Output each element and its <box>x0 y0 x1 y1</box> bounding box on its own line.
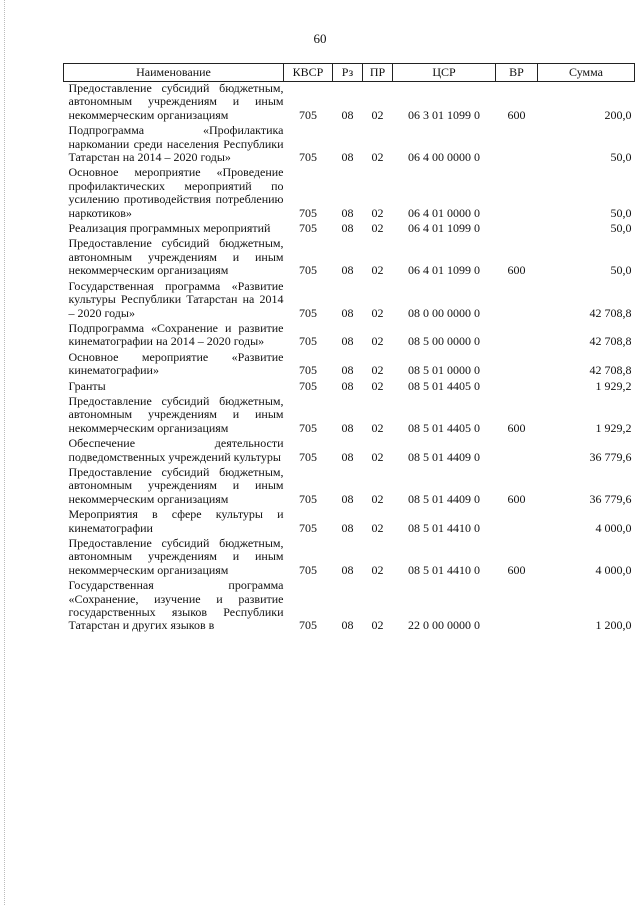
row-rz: 08 <box>341 107 354 122</box>
row-rz: 08 <box>341 150 354 165</box>
header-sum: Сумма <box>538 64 635 82</box>
row-name: Государственная программа «Сохранение, изучение и развитие государственных языков Республики Татарстан и других языков в <box>68 578 284 633</box>
row-pr: 02 <box>371 562 384 577</box>
row-pr: 02 <box>371 520 384 535</box>
row-csr: 08 5 01 4409 0 <box>408 449 480 464</box>
row-kvsr: 705 <box>299 520 317 535</box>
row-vr <box>496 437 538 466</box>
row-pr: 02 <box>371 420 384 435</box>
header-rz: Рз <box>333 64 363 82</box>
table-row <box>64 280 635 322</box>
row-rz: 08 <box>341 363 354 378</box>
header-vr: ВР <box>496 64 538 82</box>
row-kvsr: 705 <box>299 263 317 278</box>
row-csr: 08 5 01 4405 0 <box>408 420 480 435</box>
row-rz: 08 <box>341 449 354 464</box>
row-vr: 600 <box>507 491 526 506</box>
row-pr: 02 <box>371 263 384 278</box>
row-name: Предоставление субсидий бюджетным, автономным учреждениям и иным некоммерческим организациям <box>68 236 284 278</box>
table-row <box>64 237 635 279</box>
row-sum: 42 708,8 <box>589 363 632 378</box>
row-name: Государственная программа «Развитие культуры Республики Татарстан на 2014 – 2020 годы» <box>68 278 284 320</box>
row-name: Подпрограмма «Профилактика наркомании среди населения Республики Татарстан на 2014 – 2020 годы» <box>68 123 284 165</box>
row-name: Предоставление субсидий бюджетным, автономным учреждениям и иным некоммерческим организациям <box>68 536 284 577</box>
row-csr: 08 5 01 4410 0 <box>408 520 480 535</box>
row-kvsr: 705 <box>299 491 317 506</box>
row-kvsr: 705 <box>299 150 317 165</box>
row-pr: 02 <box>371 449 384 464</box>
row-name: Мероприятия в сфере культуры и кинематографии <box>68 507 284 535</box>
row-sum: 50,0 <box>610 150 632 165</box>
row-pr: 02 <box>371 107 384 122</box>
row-kvsr: 705 <box>299 305 317 320</box>
row-csr: 08 5 01 0000 0 <box>408 363 480 378</box>
row-vr <box>496 351 538 380</box>
row-sum: 42 708,8 <box>589 305 632 320</box>
row-rz: 08 <box>341 305 354 320</box>
row-kvsr: 705 <box>299 420 317 435</box>
row-csr: 06 3 01 1099 0 <box>408 107 480 122</box>
row-name: Предоставление субсидий бюджетным, автономным учреждениям и иным некоммерческим организациям <box>68 464 284 506</box>
table-row <box>64 395 635 437</box>
row-rz: 08 <box>341 618 354 633</box>
row-sum: 50,0 <box>610 205 632 220</box>
row-csr: 06 4 01 1099 0 <box>408 221 480 236</box>
row-sum: 36 779,6 <box>589 449 632 464</box>
row-csr: 08 0 00 0000 0 <box>408 305 480 320</box>
row-sum: 4 000,0 <box>595 562 632 577</box>
page-number: 60 <box>313 31 327 46</box>
row-vr <box>496 280 538 322</box>
table-row <box>64 124 635 166</box>
row-csr: 06 4 01 1099 0 <box>408 263 480 278</box>
row-rz: 08 <box>341 205 354 220</box>
table-row <box>64 508 635 537</box>
header-name: Наименование <box>64 64 284 82</box>
row-csr: 08 5 00 0000 0 <box>408 334 480 349</box>
row-name: Основное мероприятие «Проведение профилактических мероприятий по усилению противодействия потреблению наркотиков» <box>68 165 284 220</box>
page-edge-line <box>4 0 5 905</box>
row-pr: 02 <box>371 378 384 393</box>
row-sum: 50,0 <box>610 221 632 236</box>
row-name: Реализация программных мероприятий <box>68 221 271 236</box>
header-kvsr: КВСР <box>284 64 333 82</box>
table-row <box>64 579 635 635</box>
row-pr: 02 <box>371 491 384 506</box>
table-row <box>64 322 635 351</box>
row-csr: 06 4 00 0000 0 <box>408 150 480 165</box>
header-csr: ЦСР <box>393 64 496 82</box>
row-rz: 08 <box>341 263 354 278</box>
row-pr: 02 <box>371 205 384 220</box>
row-csr: 08 5 01 4405 0 <box>408 378 480 393</box>
row-rz: 08 <box>341 491 354 506</box>
row-pr: 02 <box>371 618 384 633</box>
row-rz: 08 <box>341 520 354 535</box>
row-vr: 600 <box>507 107 526 122</box>
row-vr <box>496 166 538 222</box>
table-row <box>64 166 635 222</box>
row-vr: 600 <box>507 562 526 577</box>
row-sum: 1 929,2 <box>595 378 632 393</box>
row-vr <box>496 222 538 237</box>
table-row <box>64 82 635 125</box>
row-name: Предоставление субсидий бюджетным, автономным учреждениям и иным некоммерческим организациям <box>68 393 284 435</box>
table-header-row <box>64 64 635 82</box>
row-csr: 06 4 01 0000 0 <box>408 205 480 220</box>
row-vr: 600 <box>507 420 526 435</box>
row-csr: 08 5 01 4409 0 <box>408 491 480 506</box>
row-sum: 36 779,6 <box>589 491 632 506</box>
header-pr: ПР <box>363 64 393 82</box>
row-name: Предоставление субсидий бюджетным, автономным учреждениям и иным некоммерческим организациям <box>68 81 284 122</box>
budget-table <box>63 63 635 635</box>
row-vr <box>496 380 538 395</box>
table-row <box>64 380 635 395</box>
row-rz: 08 <box>341 562 354 577</box>
row-sum: 4 000,0 <box>595 520 632 535</box>
row-csr: 22 0 00 0000 0 <box>408 618 480 633</box>
row-vr <box>496 579 538 635</box>
row-name: Подпрограмма «Сохранение и развитие кинематографии на 2014 – 2020 годы» <box>68 320 284 349</box>
row-rz: 08 <box>341 378 354 393</box>
row-kvsr: 705 <box>299 107 317 122</box>
row-vr: 600 <box>507 263 526 278</box>
row-sum: 200,0 <box>604 107 632 122</box>
table-row <box>64 466 635 508</box>
row-sum: 1 200,0 <box>595 618 632 633</box>
row-vr <box>496 508 538 537</box>
row-kvsr: 705 <box>299 363 317 378</box>
row-name: Обеспечение деятельности подведомственных учреждений культуры <box>68 436 284 464</box>
row-kvsr: 705 <box>299 221 317 236</box>
table-body <box>64 82 635 635</box>
row-rz: 08 <box>341 221 354 236</box>
table-row <box>64 222 635 237</box>
row-rz: 08 <box>341 334 354 349</box>
row-vr <box>496 322 538 351</box>
row-kvsr: 705 <box>299 205 317 220</box>
row-kvsr: 705 <box>299 562 317 577</box>
row-kvsr: 705 <box>299 449 317 464</box>
table-row <box>64 437 635 466</box>
row-pr: 02 <box>371 334 384 349</box>
table-row <box>64 351 635 380</box>
row-vr <box>496 124 538 166</box>
row-rz: 08 <box>341 420 354 435</box>
row-sum: 50,0 <box>610 263 632 278</box>
row-pr: 02 <box>371 150 384 165</box>
row-name: Гранты <box>68 378 106 393</box>
row-csr: 08 5 01 4410 0 <box>408 562 480 577</box>
row-pr: 02 <box>371 363 384 378</box>
table-row <box>64 537 635 579</box>
row-kvsr: 705 <box>299 378 317 393</box>
row-pr: 02 <box>371 305 384 320</box>
row-name: Основное мероприятие «Развитие кинематографии» <box>68 349 284 378</box>
row-sum: 1 929,2 <box>595 420 632 435</box>
row-sum: 42 708,8 <box>589 334 632 349</box>
row-kvsr: 705 <box>299 618 317 633</box>
row-kvsr: 705 <box>299 334 317 349</box>
row-pr: 02 <box>371 221 384 236</box>
